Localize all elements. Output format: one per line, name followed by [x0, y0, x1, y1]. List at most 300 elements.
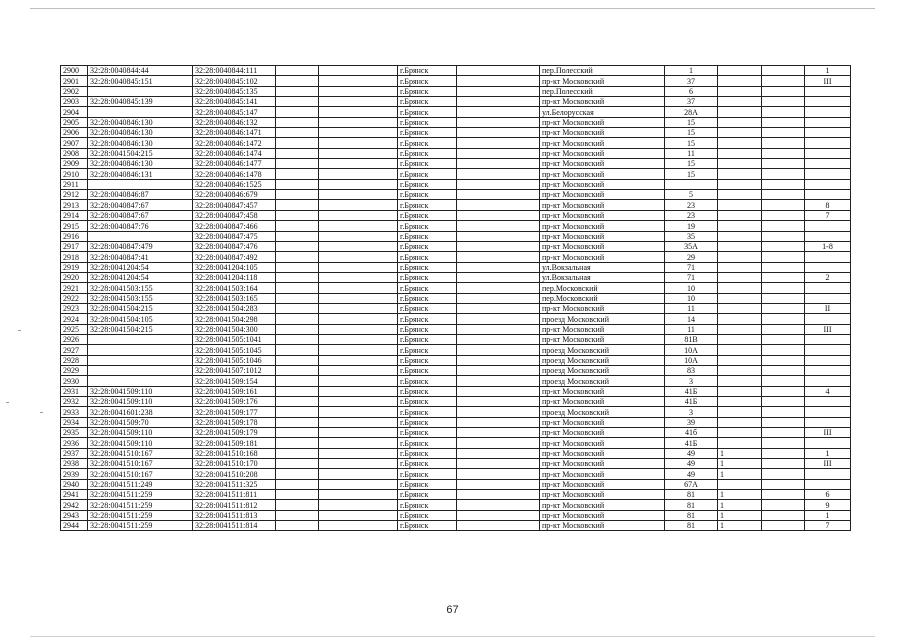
empty-cell: [319, 117, 398, 127]
row-number: 2942: [61, 500, 88, 510]
table-row: [61, 210, 851, 220]
cadastral-number: 32:28:0040847:492: [193, 252, 276, 262]
house-number: 15: [665, 128, 718, 138]
house-number: 37: [665, 76, 718, 86]
house-number: 41б: [665, 428, 718, 438]
street: пр-кт Московский: [540, 179, 665, 189]
apartment-number: III: [805, 76, 851, 86]
city: г.Брянск: [398, 428, 457, 438]
empty-cell: [457, 179, 540, 189]
empty-cell: [762, 210, 805, 220]
empty-cell: [457, 500, 540, 510]
empty-cell: [457, 386, 540, 396]
empty-cell: [762, 521, 805, 531]
empty-cell: [762, 397, 805, 407]
building-number: [718, 107, 762, 117]
empty-cell: [762, 231, 805, 241]
table-row: [61, 448, 851, 458]
building-number: [718, 138, 762, 148]
empty-cell: [762, 262, 805, 272]
apartment-number: [805, 469, 851, 479]
empty-cell: [276, 179, 319, 189]
row-number: 2904: [61, 107, 88, 117]
street: пр-кт Московский: [540, 459, 665, 469]
street: пр-кт Московский: [540, 221, 665, 231]
cadastral-number: 32:28:0041503:165: [193, 293, 276, 303]
empty-cell: [762, 417, 805, 427]
row-number: 2908: [61, 148, 88, 158]
house-number: 41Б: [665, 386, 718, 396]
empty-cell: [457, 469, 540, 479]
apartment-number: [805, 97, 851, 107]
building-number: 1: [718, 510, 762, 520]
street: проезд Московский: [540, 355, 665, 365]
cadastral-number: 32:28:0040846:1525: [193, 179, 276, 189]
empty-cell: [457, 510, 540, 520]
parent-cadastral-number: 32:28:0040844:44: [88, 66, 193, 76]
empty-cell: [762, 510, 805, 520]
city: г.Брянск: [398, 448, 457, 458]
empty-cell: [457, 262, 540, 272]
parent-cadastral-number: 32:28:0041511:259: [88, 500, 193, 510]
city: г.Брянск: [398, 262, 457, 272]
building-number: [718, 241, 762, 251]
building-number: [718, 303, 762, 313]
empty-cell: [762, 303, 805, 313]
row-number: 2934: [61, 417, 88, 427]
empty-cell: [762, 86, 805, 96]
empty-cell: [762, 97, 805, 107]
parent-cadastral-number: 32:28:0040847:67: [88, 200, 193, 210]
apartment-number: [805, 479, 851, 489]
row-number: 2912: [61, 190, 88, 200]
cadastral-number: 32:28:0040847:466: [193, 221, 276, 231]
parent-cadastral-number: 32:28:0041510:167: [88, 448, 193, 458]
table-row: [61, 252, 851, 262]
city: г.Брянск: [398, 459, 457, 469]
empty-cell: [762, 324, 805, 334]
empty-cell: [762, 448, 805, 458]
empty-cell: [276, 66, 319, 76]
city: г.Брянск: [398, 469, 457, 479]
empty-cell: [457, 293, 540, 303]
empty-cell: [457, 221, 540, 231]
empty-cell: [276, 128, 319, 138]
house-number: 11: [665, 148, 718, 158]
empty-cell: [762, 138, 805, 148]
street: пр-кт Московский: [540, 386, 665, 396]
parent-cadastral-number: 32:28:0041509:110: [88, 428, 193, 438]
row-number: 2916: [61, 231, 88, 241]
building-number: 1: [718, 521, 762, 531]
cadastral-number: 32:28:0041504:300: [193, 324, 276, 334]
empty-cell: [457, 314, 540, 324]
city: г.Брянск: [398, 107, 457, 117]
house-number: 11: [665, 324, 718, 334]
row-number: 2929: [61, 365, 88, 375]
empty-cell: [762, 272, 805, 282]
city: г.Брянск: [398, 407, 457, 417]
parent-cadastral-number: 32:28:0041511:259: [88, 490, 193, 500]
empty-cell: [276, 117, 319, 127]
table-row: [61, 376, 851, 386]
empty-cell: [457, 200, 540, 210]
city: г.Брянск: [398, 345, 457, 355]
house-number: 35: [665, 231, 718, 241]
table-row: [61, 386, 851, 396]
empty-cell: [276, 272, 319, 282]
building-number: [718, 479, 762, 489]
apartment-number: [805, 148, 851, 158]
house-number: 49: [665, 459, 718, 469]
house-number: 14: [665, 314, 718, 324]
empty-cell: [276, 221, 319, 231]
empty-cell: [762, 314, 805, 324]
empty-cell: [762, 117, 805, 127]
parent-cadastral-number: [88, 179, 193, 189]
apartment-number: [805, 128, 851, 138]
empty-cell: [762, 76, 805, 86]
cadastral-number: 32:28:0041511:325: [193, 479, 276, 489]
empty-cell: [319, 386, 398, 396]
parent-cadastral-number: 32:28:0040846:130: [88, 117, 193, 127]
cadastral-number: 32:28:0041511:811: [193, 490, 276, 500]
street: пр-кт Московский: [540, 138, 665, 148]
house-number: 10А: [665, 345, 718, 355]
empty-cell: [319, 210, 398, 220]
city: г.Брянск: [398, 365, 457, 375]
table-row: [61, 407, 851, 417]
street: ул.Вокзальная: [540, 262, 665, 272]
row-number: 2909: [61, 159, 88, 169]
building-number: 1: [718, 500, 762, 510]
empty-cell: [457, 324, 540, 334]
empty-cell: [457, 97, 540, 107]
empty-cell: [276, 210, 319, 220]
parent-cadastral-number: [88, 86, 193, 96]
row-number: 2932: [61, 397, 88, 407]
apartment-number: [805, 179, 851, 189]
cadastral-number: 32:28:0041204:105: [193, 262, 276, 272]
street: пр-кт Московский: [540, 448, 665, 458]
street: пр-кт Московский: [540, 231, 665, 241]
empty-cell: [319, 469, 398, 479]
house-number: 39: [665, 417, 718, 427]
city: г.Брянск: [398, 417, 457, 427]
empty-cell: [276, 448, 319, 458]
city: г.Брянск: [398, 221, 457, 231]
apartment-number: [805, 314, 851, 324]
table-row: [61, 200, 851, 210]
empty-cell: [762, 190, 805, 200]
cadastral-number: 32:28:0041510:208: [193, 469, 276, 479]
parent-cadastral-number: [88, 107, 193, 117]
empty-cell: [319, 521, 398, 531]
city: г.Брянск: [398, 376, 457, 386]
page-number: 67: [446, 604, 459, 616]
empty-cell: [457, 448, 540, 458]
row-number: 2944: [61, 521, 88, 531]
city: г.Брянск: [398, 314, 457, 324]
apartment-number: [805, 252, 851, 262]
building-number: [718, 355, 762, 365]
table-row: [61, 293, 851, 303]
building-number: [718, 324, 762, 334]
row-number: 2919: [61, 262, 88, 272]
street: пр-кт Московский: [540, 169, 665, 179]
city: г.Брянск: [398, 293, 457, 303]
building-number: [718, 376, 762, 386]
city: г.Брянск: [398, 200, 457, 210]
row-number: 2941: [61, 490, 88, 500]
empty-cell: [762, 148, 805, 158]
city: г.Брянск: [398, 283, 457, 293]
cadastral-number: 32:28:0041503:164: [193, 283, 276, 293]
building-number: [718, 200, 762, 210]
empty-cell: [457, 117, 540, 127]
house-number: 3: [665, 376, 718, 386]
parent-cadastral-number: 32:28:0041510:167: [88, 469, 193, 479]
empty-cell: [276, 293, 319, 303]
empty-cell: [276, 355, 319, 365]
empty-cell: [276, 97, 319, 107]
apartment-number: [805, 231, 851, 241]
empty-cell: [762, 252, 805, 262]
building-number: 1: [718, 448, 762, 458]
table-row: [61, 459, 851, 469]
city: г.Брянск: [398, 128, 457, 138]
city: г.Брянск: [398, 210, 457, 220]
empty-cell: [457, 303, 540, 313]
house-number: 67А: [665, 479, 718, 489]
parent-cadastral-number: 32:28:0040847:479: [88, 241, 193, 251]
street: пр-кт Московский: [540, 76, 665, 86]
house-number: 29: [665, 252, 718, 262]
street: пр-кт Московский: [540, 210, 665, 220]
house-number: 41Б: [665, 438, 718, 448]
empty-cell: [762, 376, 805, 386]
apartment-number: [805, 169, 851, 179]
empty-cell: [319, 500, 398, 510]
parent-cadastral-number: [88, 231, 193, 241]
parent-cadastral-number: 32:28:0040846:131: [88, 169, 193, 179]
building-number: [718, 169, 762, 179]
empty-cell: [762, 459, 805, 469]
empty-cell: [457, 479, 540, 489]
empty-cell: [276, 459, 319, 469]
table-row: [61, 345, 851, 355]
parent-cadastral-number: 32:28:0040846:130: [88, 159, 193, 169]
empty-cell: [276, 86, 319, 96]
cadastral-number: 32:28:0040847:475: [193, 231, 276, 241]
house-number: 81: [665, 500, 718, 510]
empty-cell: [762, 200, 805, 210]
street: пр-кт Московский: [540, 500, 665, 510]
house-number: [665, 179, 718, 189]
apartment-number: [805, 190, 851, 200]
city: г.Брянск: [398, 334, 457, 344]
building-number: [718, 272, 762, 282]
building-number: [718, 86, 762, 96]
empty-cell: [276, 252, 319, 262]
empty-cell: [762, 479, 805, 489]
building-number: [718, 76, 762, 86]
empty-cell: [457, 355, 540, 365]
empty-cell: [319, 510, 398, 520]
street: пр-кт Московский: [540, 128, 665, 138]
apartment-number: [805, 355, 851, 365]
street: пер.Московский: [540, 283, 665, 293]
empty-cell: [319, 448, 398, 458]
house-number: 71: [665, 262, 718, 272]
table-row: [61, 490, 851, 500]
empty-cell: [319, 272, 398, 282]
empty-cell: [319, 169, 398, 179]
empty-cell: [276, 148, 319, 158]
apartment-number: 7: [805, 210, 851, 220]
empty-cell: [319, 365, 398, 375]
empty-cell: [319, 241, 398, 251]
row-number: 2940: [61, 479, 88, 489]
cadastral-number: 32:28:0040844:111: [193, 66, 276, 76]
house-number: 41Б: [665, 397, 718, 407]
street: пр-кт Московский: [540, 521, 665, 531]
street: пр-кт Московский: [540, 324, 665, 334]
city: г.Брянск: [398, 66, 457, 76]
parent-cadastral-number: 32:28:0041204:54: [88, 272, 193, 282]
house-number: 10: [665, 283, 718, 293]
street: пр-кт Московский: [540, 438, 665, 448]
empty-cell: [762, 179, 805, 189]
empty-cell: [457, 272, 540, 282]
empty-cell: [319, 428, 398, 438]
apartment-number: [805, 407, 851, 417]
empty-cell: [762, 283, 805, 293]
empty-cell: [457, 128, 540, 138]
parent-cadastral-number: 32:28:0041509:110: [88, 386, 193, 396]
empty-cell: [276, 262, 319, 272]
table-row: [61, 190, 851, 200]
empty-cell: [319, 459, 398, 469]
empty-cell: [457, 376, 540, 386]
empty-cell: [457, 283, 540, 293]
cadastral-number: 32:28:0040846:1471: [193, 128, 276, 138]
street: пр-кт Московский: [540, 159, 665, 169]
empty-cell: [319, 479, 398, 489]
empty-cell: [276, 200, 319, 210]
empty-cell: [276, 376, 319, 386]
empty-cell: [276, 490, 319, 500]
empty-cell: [457, 210, 540, 220]
city: г.Брянск: [398, 148, 457, 158]
empty-cell: [457, 397, 540, 407]
apartment-number: [805, 159, 851, 169]
city: г.Брянск: [398, 179, 457, 189]
table-row: [61, 417, 851, 427]
cadastral-number: 32:28:0041509:177: [193, 407, 276, 417]
empty-cell: [319, 128, 398, 138]
empty-cell: [762, 438, 805, 448]
city: г.Брянск: [398, 438, 457, 448]
house-number: 1: [665, 66, 718, 76]
apartment-number: [805, 138, 851, 148]
city: г.Брянск: [398, 510, 457, 520]
table-row: [61, 500, 851, 510]
apartment-number: [805, 365, 851, 375]
street: пр-кт Московский: [540, 490, 665, 500]
empty-cell: [319, 397, 398, 407]
register-table: [60, 65, 851, 531]
apartment-number: [805, 293, 851, 303]
city: г.Брянск: [398, 355, 457, 365]
parent-cadastral-number: 32:28:0041510:167: [88, 459, 193, 469]
parent-cadastral-number: 32:28:0040846:130: [88, 128, 193, 138]
building-number: [718, 386, 762, 396]
building-number: [718, 190, 762, 200]
empty-cell: [319, 293, 398, 303]
empty-cell: [762, 334, 805, 344]
parent-cadastral-number: 32:28:0041601:238: [88, 407, 193, 417]
empty-cell: [457, 148, 540, 158]
empty-cell: [276, 386, 319, 396]
empty-cell: [276, 107, 319, 117]
empty-cell: [457, 252, 540, 262]
building-number: [718, 159, 762, 169]
apartment-number: III: [805, 459, 851, 469]
row-number: 2902: [61, 86, 88, 96]
empty-cell: [319, 334, 398, 344]
apartment-number: [805, 117, 851, 127]
house-number: 28А: [665, 107, 718, 117]
cadastral-number: 32:28:0041204:118: [193, 272, 276, 282]
building-number: [718, 283, 762, 293]
empty-cell: [457, 334, 540, 344]
empty-cell: [762, 428, 805, 438]
empty-cell: [319, 324, 398, 334]
house-number: 49: [665, 469, 718, 479]
empty-cell: [319, 490, 398, 500]
house-number: 10: [665, 293, 718, 303]
table-row: [61, 262, 851, 272]
empty-cell: [457, 76, 540, 86]
street: ул.Белорусская: [540, 107, 665, 117]
empty-cell: [762, 241, 805, 251]
empty-cell: [276, 190, 319, 200]
empty-cell: [457, 521, 540, 531]
city: г.Брянск: [398, 521, 457, 531]
house-number: 3: [665, 407, 718, 417]
cadastral-number: 32:28:0040847:458: [193, 210, 276, 220]
house-number: 37: [665, 97, 718, 107]
empty-cell: [762, 490, 805, 500]
empty-cell: [762, 293, 805, 303]
building-number: [718, 397, 762, 407]
apartment-number: 8: [805, 200, 851, 210]
apartment-number: 1: [805, 66, 851, 76]
parent-cadastral-number: [88, 345, 193, 355]
house-number: 35А: [665, 241, 718, 251]
empty-cell: [276, 469, 319, 479]
empty-cell: [457, 159, 540, 169]
empty-cell: [762, 66, 805, 76]
cadastral-number: 32:28:0041511:812: [193, 500, 276, 510]
apartment-number: 1: [805, 448, 851, 458]
row-number: 2903: [61, 97, 88, 107]
house-number: 15: [665, 138, 718, 148]
house-number: 71: [665, 272, 718, 282]
street: пр-кт Московский: [540, 252, 665, 262]
table-row: [61, 469, 851, 479]
